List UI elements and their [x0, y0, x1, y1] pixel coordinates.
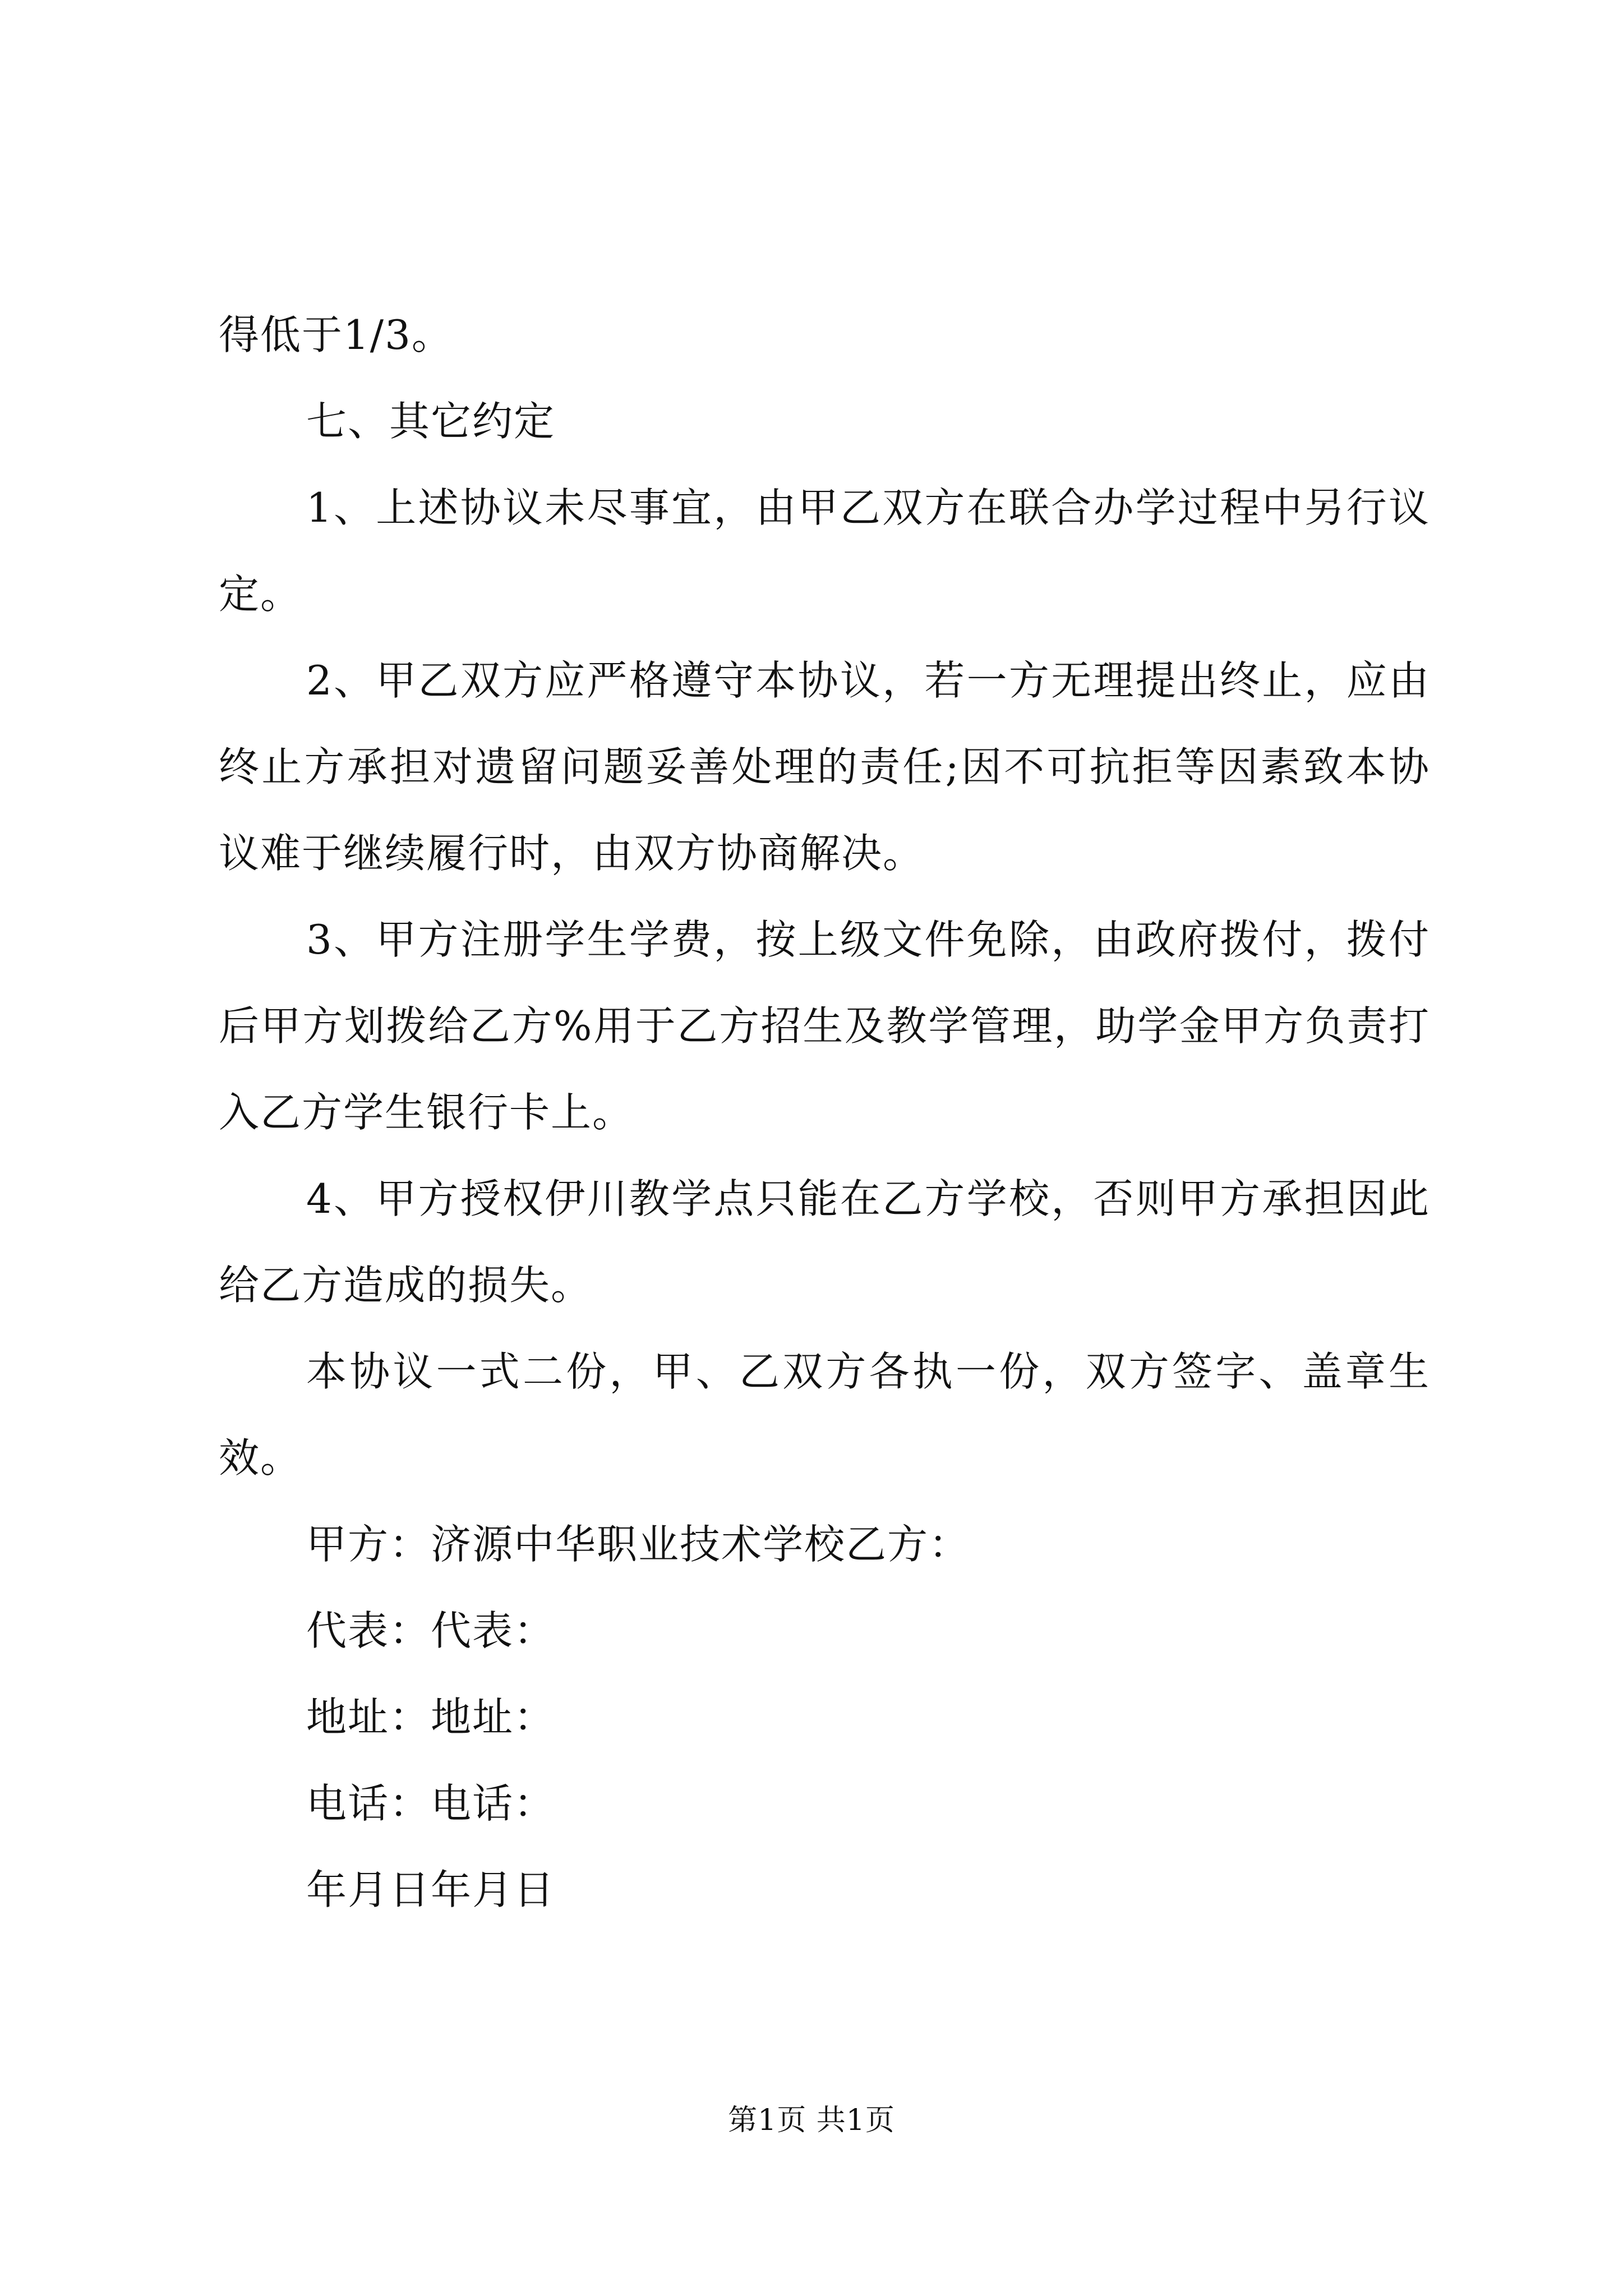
clause-4: 4、甲方授权伊川教学点只能在乙方学校，否则甲方承担因此给乙方造成的损失。 [219, 1175, 1430, 1309]
copies-clause: 本协议一式二份，甲、乙双方各执一份，双方签字、盖章生效。 [219, 1348, 1430, 1481]
clause-2: 2、甲乙双方应严格遵守本协议，若一方无理提出终止，应由终止方承担对遗留问题妥善处理的责任;因不可抗拒等因素致本协议难于继续履行时，由双方协商解决。 [219, 657, 1430, 877]
signature-representative-line: 代表：代表： [306, 1607, 556, 1654]
signature-address-line: 地址：地址： [306, 1694, 556, 1741]
clause-1: 1、上述协议未尽事宜，由甲乙双方在联合办学过程中另行议定。 [219, 484, 1430, 618]
paragraph-continuation: 得低于1/3。 [219, 311, 453, 358]
page-footer: 第1页 共1页 [728, 2104, 895, 2137]
signature-party-line: 甲方：济源中华职业技术学校乙方： [306, 1521, 971, 1568]
signature-phone-line: 电话：电话： [306, 1780, 556, 1827]
clause-3: 3、甲方注册学生学费，按上级文件免除，由政府拨付，拨付后甲方划拨给乙方%用于乙方招生及教学管理，助学金甲方负责打入乙方学生银行卡上。 [219, 916, 1430, 1136]
section-heading-other-terms: 七、其它约定 [306, 398, 556, 445]
document-body [219, 292, 1430, 1933]
signature-date-line: 年月日年月日 [306, 1866, 556, 1913]
